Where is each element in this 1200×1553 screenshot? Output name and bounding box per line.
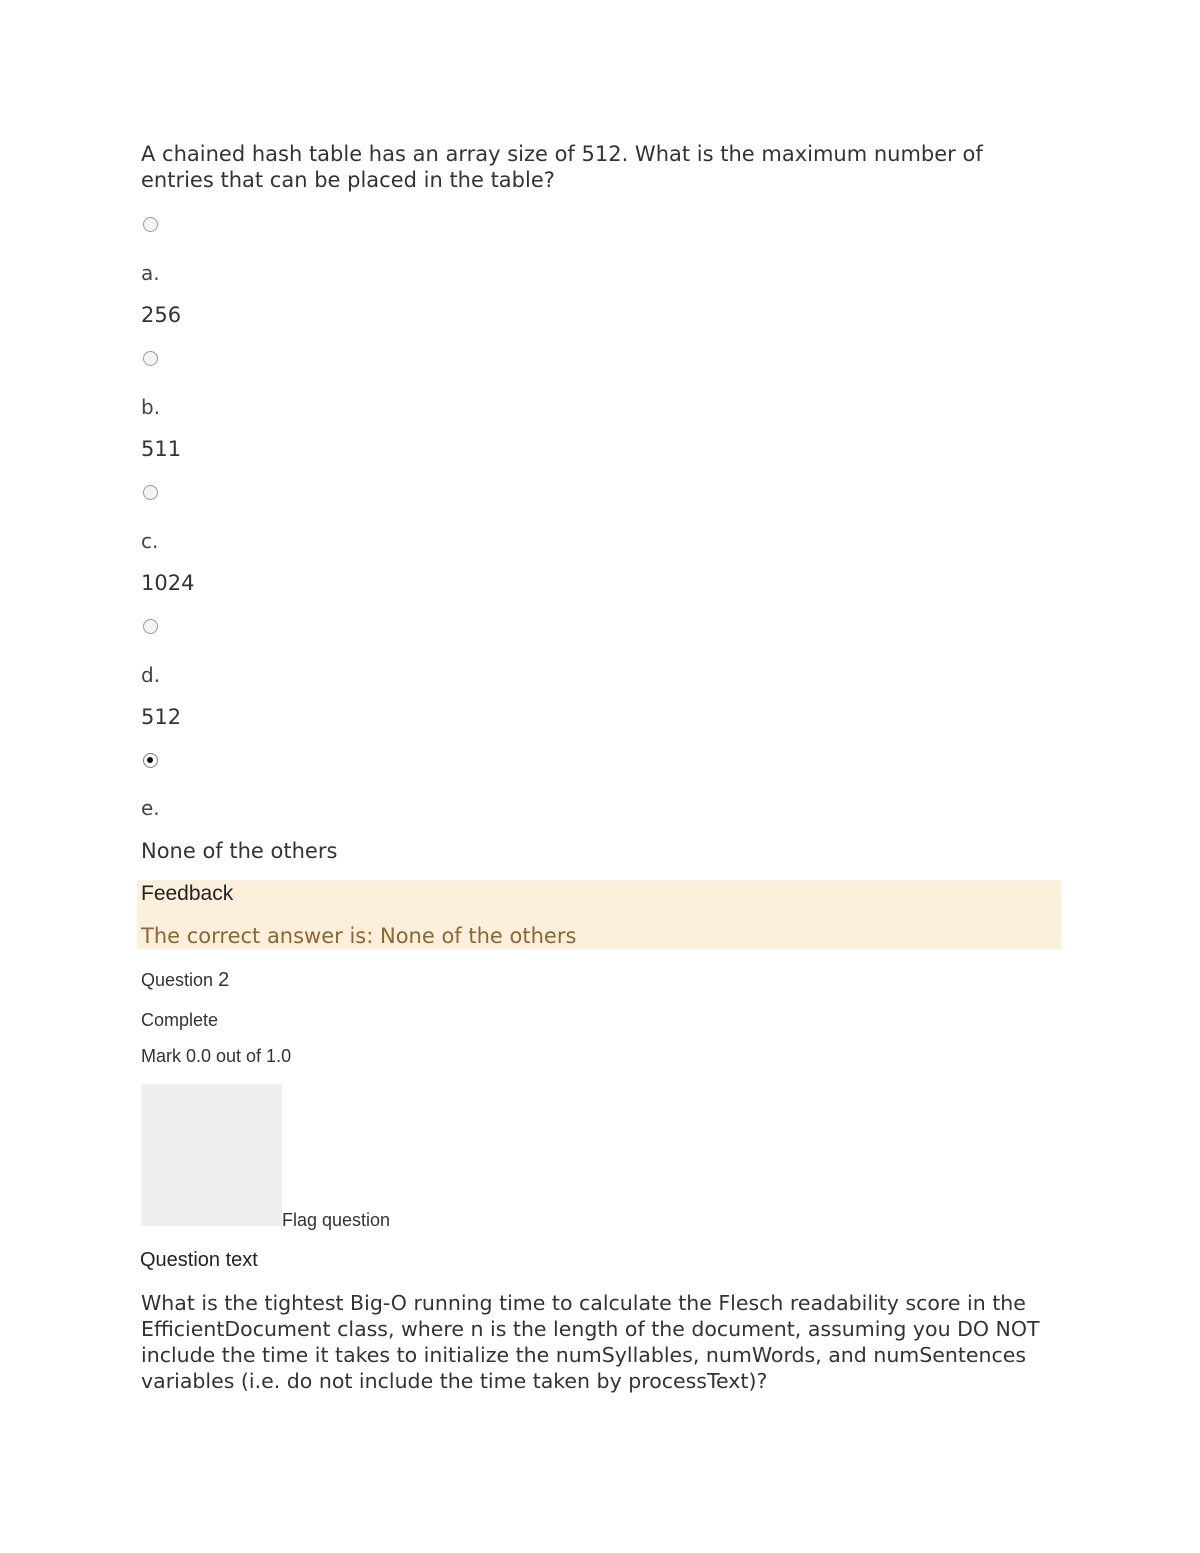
- option-a-letter: a.: [141, 261, 160, 285]
- question-2-mark: Mark 0.0 out of 1.0: [141, 1046, 292, 1066]
- feedback-text: The correct answer is: None of the others: [141, 924, 577, 948]
- question-2-number: [141, 969, 229, 991]
- option-b-letter: b.: [141, 395, 161, 419]
- option-b-answer: 511: [141, 437, 182, 461]
- question-label: Question: [141, 970, 214, 990]
- feedback-title: Feedback: [141, 882, 234, 905]
- option-e-letter: e.: [141, 796, 160, 820]
- question-2-text: What is the tightest Big-O running time to calculate the Flesch readability score in the EfficientDocument class, where n is the length of the document, assuming you DO NOT include the time it takes to initialize the numSyllables, numWords, and numSentences variables (i.e. do not include the time taken by processText)?: [141, 1291, 1040, 1393]
- option-c-letter: c.: [141, 529, 159, 553]
- flag-question-link[interactable]: Flag question: [282, 1210, 391, 1230]
- question-text-heading: Question text: [140, 1249, 258, 1271]
- option-e-radio[interactable]: [143, 753, 158, 768]
- option-a-answer: 256: [141, 303, 182, 327]
- option-d-answer: 512: [141, 705, 182, 729]
- question-number: 2: [218, 969, 230, 991]
- question-1-text: A chained hash table has an array size of 512. What is the maximum number of entries that can be placed in the table?: [141, 142, 983, 192]
- option-c-radio[interactable]: [143, 485, 158, 500]
- option-a-radio[interactable]: [143, 217, 158, 232]
- option-b-radio[interactable]: [143, 351, 158, 366]
- option-e-answer: None of the others: [141, 839, 338, 863]
- question-2-state: Complete: [141, 1010, 219, 1030]
- option-d-radio[interactable]: [143, 619, 158, 634]
- flag-icon[interactable]: [141, 1084, 282, 1226]
- option-d-letter: d.: [141, 663, 161, 687]
- option-c-answer: 1024: [141, 571, 195, 595]
